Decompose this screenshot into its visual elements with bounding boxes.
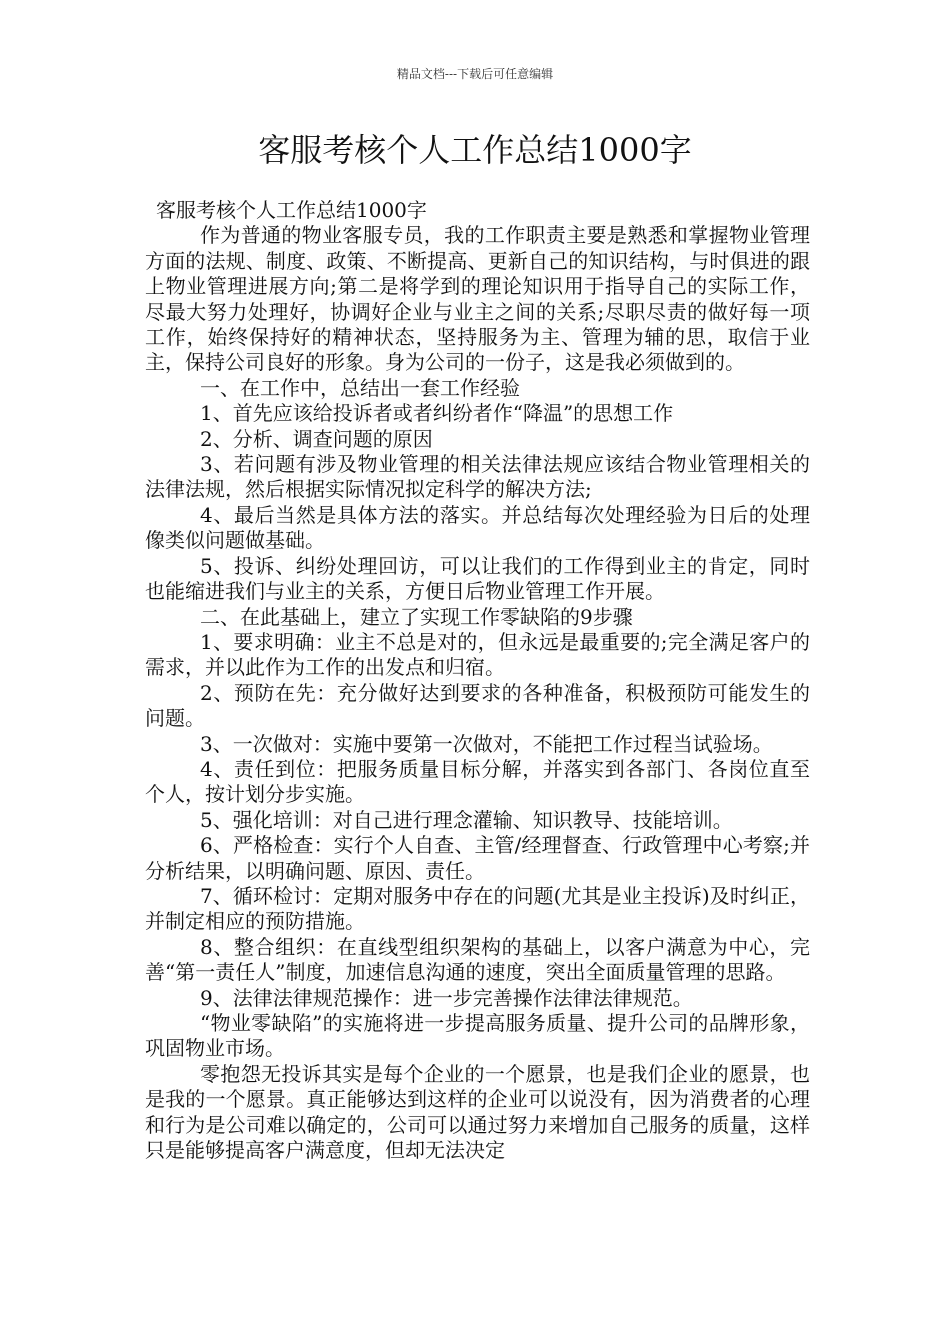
list-item: 6、严格检查：实行个人自查、主管/经理督查、行政管理中心考察;并分析结果，以明确问题、原因、责任。 (145, 833, 810, 883)
document-body (145, 198, 810, 1163)
paragraph: 作为普通的物业客服专员，我的工作职责主要是熟悉和掌握物业管理方面的法规、制度、政策、不断提高、更新自己的知识结构，与时俱进的跟上物业管理进展方向;第二是将学到的理论知识用于指导自己的实际工作，尽最大努力处理好，协调好企业与业主之间的关系;尽职尽责的做好每一项工作，始终保持好的精神状态，坚持服务为主、管理为辅的思，取信于业主，保持公司良好的形象。身为公司的一份子，这是我必须做到的。 (145, 223, 810, 375)
list-item: 7、循环检讨：定期对服务中存在的问题(尤其是业主投诉)及时纠正，并制定相应的预防措施。 (145, 883, 810, 934)
section-heading: 二、在此基础上，建立了实现工作零缺陷的9步骤 (200, 604, 633, 629)
document-subtitle: 客服考核个人工作总结1000字 (156, 198, 427, 222)
page-header: 精品文档---下载后可任意编辑 (396, 67, 554, 81)
list-item: 4、最后当然是具体方法的落实。并总结每次处理经验为日后的处理像类似问题做基础。 (145, 502, 810, 553)
paragraph: “物业零缺陷”的实施将进一步提高服务质量、提升公司的品牌形象，巩固物业市场。 (145, 1011, 810, 1061)
list-item: 2、分析、调查问题的原因 (200, 426, 433, 451)
list-item: 5、投诉、纠纷处理回访，可以让我们的工作得到业主的肯定，同时也能缩进我们与业主的关系，方便日后物业管理工作开展。 (145, 553, 810, 604)
list-item: 4、责任到位：把服务质量目标分解，并落实到各部门、各岗位直至个人，按计划分步实施。 (145, 756, 810, 807)
list-item: 1、要求明确：业主不总是对的，但永远是最重要的;完全满足客户的需求，并以此作为工作的出发点和归宿。 (145, 629, 810, 680)
list-item: 3、一次做对：实施中要第一次做对，不能把工作过程当试验场。 (200, 731, 773, 756)
list-item: 3、若问题有涉及物业管理的相关法律法规应该结合物业管理相关的法律法规，然后根据实际情况拟定科学的解决方法; (145, 452, 810, 502)
list-item: 5、强化培训：对自己进行理念灌输、知识教导、技能培训。 (200, 807, 733, 832)
section-heading: 一、在工作中，总结出一套工作经验 (200, 375, 520, 400)
paragraph: 零抱怨无投诉其实是每个企业的一个愿景，也是我们企业的愿景，也是我的一个愿景。真正能够达到这样的企业可以说没有，因为消费者的心理和行为是公司难以确定的，公司可以通过努力来增加自己服务的质量，这样只是能够提高客户满意度，但却无法决定 (145, 1061, 810, 1163)
list-item: 2、预防在先：充分做好达到要求的各种准备，积极预防可能发生的问题。 (145, 680, 810, 731)
list-item: 8、整合组织：在直线型组织架构的基础上，以客户满意为中心，完善“第一责任人”制度，加速信息沟通的速度，突出全面质量管理的思路。 (145, 934, 810, 985)
document-title: 客服考核个人工作总结1000字 (258, 131, 692, 169)
list-item: 9、法律法律规范操作：进一步完善操作法律法律规范。 (200, 985, 693, 1010)
list-item: 1、首先应该给投诉者或者纠纷者作“降温”的思想工作 (200, 401, 674, 426)
